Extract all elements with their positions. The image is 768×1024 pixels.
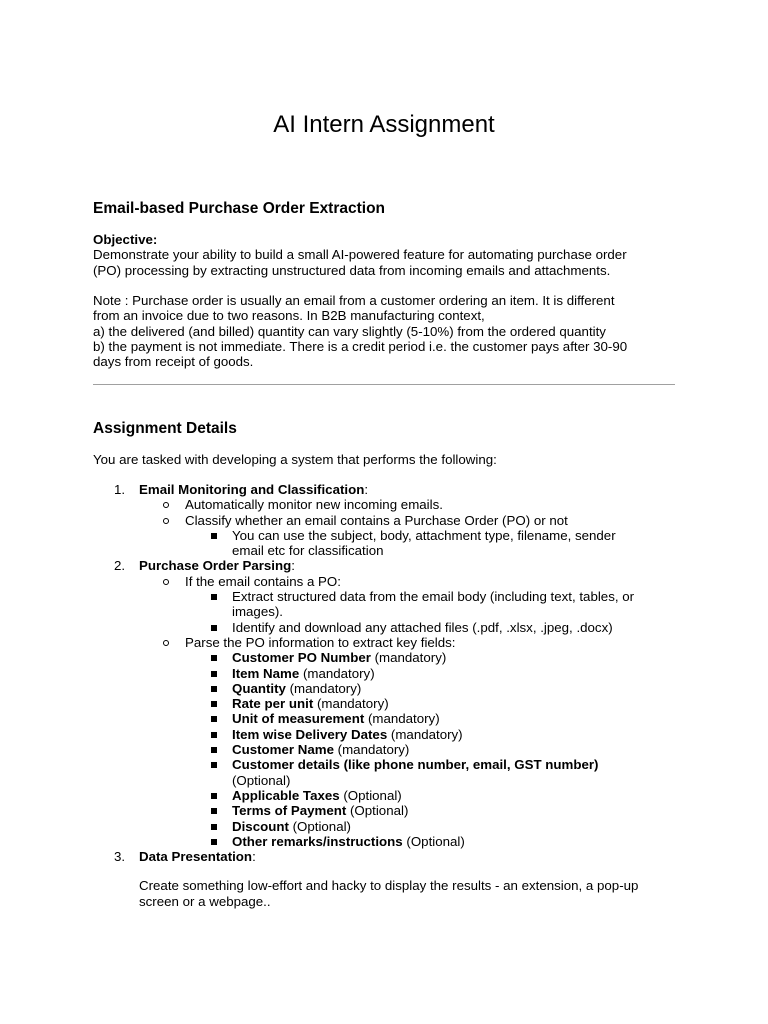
sub-item-text: Classify whether an email contains a Purchase Order (PO) or not: [185, 512, 568, 528]
sub-sub-item-line: Extract structured data from the email body (including text, tables, or: [232, 589, 635, 605]
note-line: a) the delivered (and billed) quantity can vary slightly (5-10%) from the ordered quantity: [93, 323, 606, 339]
note-block: [93, 293, 693, 369]
hollow-bullet-icon: [163, 640, 169, 646]
field-name: Unit of measurement: [232, 711, 365, 727]
field-tag: (Optional): [288, 818, 351, 834]
field-name: Customer PO Number: [232, 650, 371, 666]
hollow-bullet-icon: [163, 579, 169, 585]
square-bullet-icon: [211, 594, 217, 600]
note-line: Note : Purchase order is usually an email from a customer ordering an item. It is different: [93, 293, 615, 308]
item-number: 3.: [114, 849, 126, 865]
field-item: [93, 666, 693, 681]
field-name: Customer Name: [232, 742, 334, 758]
field-item: [93, 727, 693, 742]
paragraph-line: screen or a webpage..: [139, 893, 271, 909]
field-name: Rate per unit: [232, 696, 314, 712]
sub-sub-item-line: Identify and download any attached files (.pdf, .xlsx, .jpeg, .docx): [232, 619, 613, 635]
square-bullet-icon: [211, 533, 217, 539]
square-bullet-icon: [211, 839, 217, 845]
square-bullet-icon: [211, 671, 217, 677]
square-bullet-icon: [211, 762, 217, 768]
note-line: from an invoice due to two reasons. In B2B manufacturing context,: [93, 308, 485, 324]
sub-item: [93, 635, 693, 650]
sub-item-text: Automatically monitor new incoming emails.: [185, 497, 443, 513]
field-tag: (mandatory): [333, 742, 410, 758]
section-divider: [93, 384, 675, 385]
square-bullet-icon: [211, 686, 217, 692]
field-item: [93, 696, 693, 711]
sub-item: [93, 497, 693, 512]
data-presentation-text: [139, 878, 693, 909]
sub-item-text: If the email contains a PO:: [185, 573, 341, 589]
sub-item-text: Parse the PO information to extract key fields:: [185, 634, 456, 650]
list-item: [93, 482, 693, 558]
note-line: days from receipt of goods.: [93, 354, 254, 370]
field-name: Item wise Delivery Dates: [232, 726, 388, 742]
field-tag: (mandatory): [299, 665, 375, 681]
field-tag: (mandatory): [364, 711, 440, 727]
sub-item: [93, 574, 693, 589]
square-bullet-icon: [211, 732, 217, 738]
field-item: [93, 742, 693, 757]
field-name: Applicable Taxes: [232, 787, 340, 803]
item-title-suffix: :: [364, 482, 369, 497]
field-name: Item Name: [232, 665, 300, 681]
objective-line: Demonstrate your ability to build a small AI-powered feature for automating purchase order: [93, 247, 627, 263]
note-line: b) the payment is not immediate. There is a credit period i.e. the customer pays after 30-90: [93, 338, 628, 354]
field-item: [93, 711, 693, 726]
item-number: 1.: [114, 482, 126, 497]
hollow-bullet-icon: [163, 518, 169, 524]
square-bullet-icon: [211, 793, 217, 799]
field-tag: (Optional): [232, 772, 291, 788]
item-title: Purchase Order Parsing: [139, 558, 292, 574]
list-item: [93, 849, 693, 909]
field-tag: (mandatory): [313, 696, 389, 712]
item-title: Data Presentation: [139, 849, 253, 865]
square-bullet-icon: [211, 716, 217, 722]
page-title: AI Intern Assignment: [273, 111, 495, 138]
section-heading-po-extraction: Email-based Purchase Order Extraction: [93, 200, 386, 217]
field-tag: (Optional): [346, 803, 409, 819]
sub-sub-item-line: You can use the subject, body, attachment type, filename, sender: [232, 527, 616, 543]
field-tag: (Optional): [402, 833, 465, 849]
sub-sub-item: [93, 528, 693, 559]
section-heading-assignment-details: Assignment Details: [93, 420, 237, 437]
field-item: [93, 681, 693, 696]
field-item: [93, 788, 693, 803]
field-tag: (mandatory): [370, 650, 447, 666]
sub-sub-item: [93, 589, 693, 620]
list-item: [93, 558, 693, 849]
square-bullet-icon: [211, 808, 217, 814]
field-name: Quantity: [232, 680, 286, 696]
field-name: Other remarks/instructions: [232, 833, 403, 849]
field-item: [93, 803, 693, 818]
hollow-bullet-icon: [163, 502, 169, 508]
field-tag: (mandatory): [285, 680, 362, 696]
square-bullet-icon: [211, 824, 217, 830]
item-title-suffix: :: [252, 849, 256, 865]
square-bullet-icon: [211, 625, 217, 631]
square-bullet-icon: [211, 701, 217, 707]
sub-sub-item: [93, 620, 693, 635]
assignment-intro: You are tasked with developing a system that performs the following:: [93, 452, 497, 467]
field-item: [93, 650, 693, 665]
square-bullet-icon: [211, 747, 217, 753]
field-name: Terms of Payment: [232, 803, 347, 819]
objective-label: Objective:: [93, 232, 158, 247]
task-list: [93, 482, 693, 909]
sub-sub-item-line: images).: [232, 604, 283, 620]
item-title-suffix: :: [291, 558, 295, 574]
field-item: [93, 757, 693, 788]
square-bullet-icon: [211, 655, 217, 661]
paragraph-line: Create something low-effort and hacky to display the results - an extension, a pop-up: [139, 878, 639, 894]
item-number: 2.: [114, 558, 126, 574]
sub-item: [93, 513, 693, 528]
field-tag: (mandatory): [387, 726, 463, 742]
field-item: [93, 819, 693, 834]
objective-block: [93, 232, 693, 278]
field-name: Discount: [232, 818, 289, 834]
sub-sub-item-line: email etc for classification: [232, 543, 384, 559]
field-name: Customer details (like phone number, email, GST number): [232, 757, 599, 773]
item-title: Email Monitoring and Classification: [139, 482, 365, 497]
objective-line: (PO) processing by extracting unstructured data from incoming emails and attachments.: [93, 262, 611, 278]
field-tag: (Optional): [339, 787, 402, 803]
field-item: [93, 834, 693, 849]
